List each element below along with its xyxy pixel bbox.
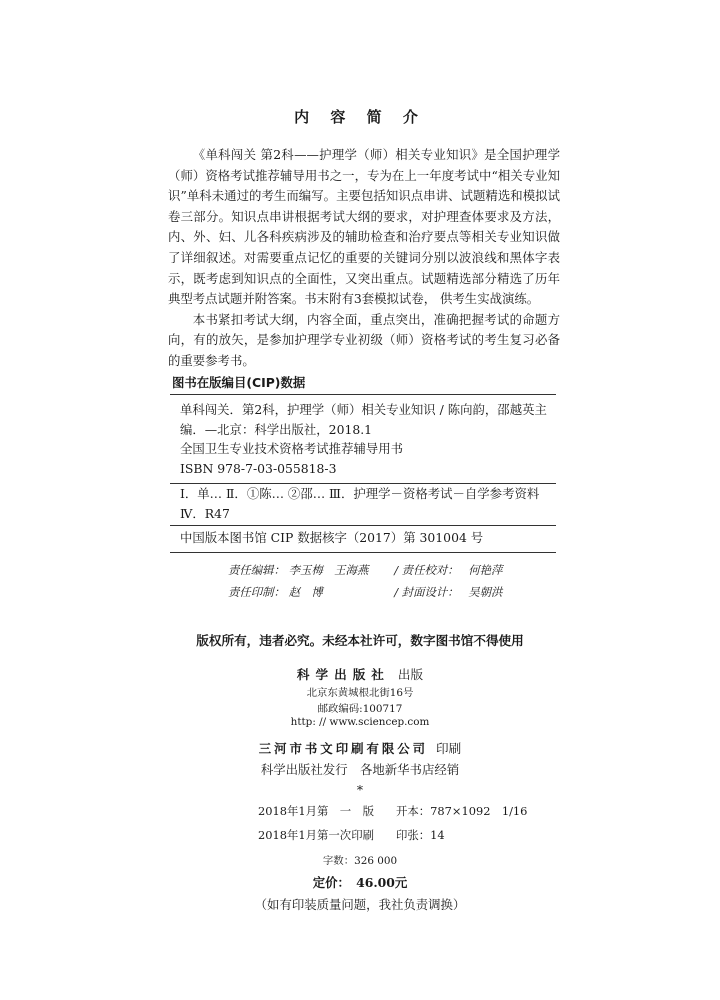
printer-suffix: 印刷 — [436, 741, 462, 756]
editor-label: 责任编辑： — [228, 563, 285, 577]
page-title: 内 容 简 介 — [294, 108, 426, 126]
quality-note: （如有印装质量问题，我社负责调换） — [254, 897, 466, 912]
divider — [170, 394, 556, 395]
printer-name: 三河市书文印刷有限公司 — [258, 741, 429, 756]
cip-classification-line: Ⅰ．单… Ⅱ．①陈… ②邵… Ⅲ．护理学－资格考试－自学参考资料 — [180, 486, 540, 501]
cip-isbn: ISBN 978-7-03-055818-3 — [180, 460, 337, 476]
cip-classification-line: Ⅳ．R47 — [180, 505, 230, 521]
printing: 2018年1月第一次印刷 — [258, 828, 374, 842]
cip-record-line: 单科闯关．第2科，护理学（师）相关专业知识 / 陈向韵，邵越英主 — [180, 402, 547, 417]
cip-classification — [180, 484, 556, 523]
proof-names: 何艳萍 — [468, 563, 503, 577]
proof-label: / 责任校对： — [394, 563, 459, 577]
publisher-suffix: 出版 — [397, 667, 424, 682]
separator-star: * — [356, 782, 364, 797]
sheets: 印张：14 — [396, 828, 445, 842]
cip-record — [180, 400, 556, 478]
copyright-notice: 版权所有，违者必究。未经本社许可，数字图书馆不得使用 — [196, 633, 524, 648]
cip-heading: 图书在版编目(CIP)数据 — [172, 375, 306, 390]
print-names: 赵 博 — [288, 585, 323, 599]
summary-paragraph: 本书紧扣考试大纲，内容全面，重点突出，准确把握考试的命题方向，有的放矢，是参加护理学专业初级（师）资格考试的考生复习必备的重要参考书。 — [168, 311, 560, 368]
cip-number: 中国版本图书馆 CIP 数据核字（2017）第 301004 号 — [180, 530, 484, 545]
cover-label: / 封面设计： — [394, 585, 459, 599]
cover-names: 吴朝洪 — [468, 585, 503, 599]
printer-line — [0, 738, 720, 757]
divider — [170, 525, 556, 526]
distribution: 科学出版社发行 各地新华书店经销 — [260, 762, 460, 777]
credits-row — [228, 582, 502, 602]
cip-record-line: 编．—北京：科学出版社，2018.1 — [180, 421, 373, 437]
divider — [170, 552, 556, 553]
publisher-name: 科学出版社 — [296, 667, 390, 682]
edition: 2018年1月第 一 版 — [258, 804, 374, 818]
content-summary — [168, 145, 560, 372]
cip-series: 全国卫生专业技术资格考试推荐辅导用书 — [180, 441, 404, 456]
imprint-row — [258, 827, 445, 843]
publisher-line — [0, 664, 720, 683]
publisher-postcode: 邮政编码:100717 — [317, 703, 403, 715]
print-label: 责任印制： — [228, 585, 285, 599]
word-count: 字数：326 000 — [322, 855, 398, 867]
price: 定价： 46.00元 — [312, 875, 408, 890]
publisher-address: 北京东黄城根北街16号 — [306, 687, 414, 699]
summary-paragraph: 《单科闯关 第2科——护理学（师）相关专业知识》是全国护理学（师）资格考试推荐辅导用书之一，专为在上一年度考试中“相关专业知识”单科未通过的考生而编写。主要包括知识点串讲、试题精选和模拟试卷三部分。知识点串讲根据考试大纲的要求，对护理查体要求及方法，内、外、妇、儿各科疾病涉及的辅助检查和治疗要点等相关专业知识做了详细叙述。对需要重点记忆的重要的关键词分别以波浪线和黑体字表示，既考虑到知识点的全面性，又突出重点。试题精选部分精选了历年典型考点试题并附答案。书末附有3套模拟试卷， 供考生实战演练。 — [168, 147, 560, 307]
imprint-row — [258, 803, 527, 819]
publisher-url: http: // www.sciencep.com — [290, 716, 430, 728]
editor-names: 李玉梅 王海燕 — [288, 563, 369, 577]
credits-row — [228, 560, 502, 580]
cip-number-block — [180, 528, 556, 548]
format: 开本：787×1092 1/16 — [396, 804, 528, 818]
